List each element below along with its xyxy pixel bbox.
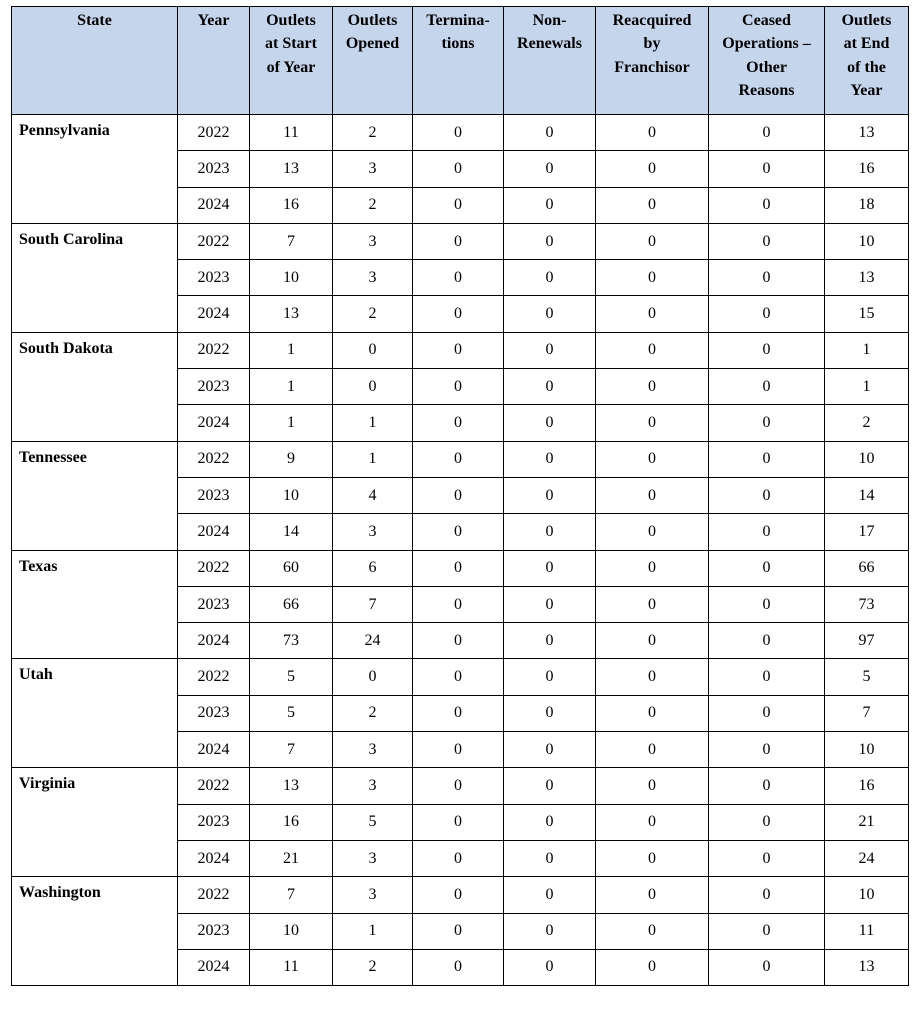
non-renewals-cell: 0 [504, 296, 596, 332]
outlets-start-cell: 16 [250, 804, 333, 840]
reacquired-cell: 0 [596, 477, 709, 513]
table-row [12, 659, 909, 695]
table-row [12, 115, 909, 151]
outlets-start-cell: 11 [250, 115, 333, 151]
outlets-opened-cell: 5 [333, 804, 413, 840]
year-cell: 2022 [178, 877, 250, 913]
header-outlets-opened: Outlets Opened [333, 7, 413, 115]
ceased-operations-cell: 0 [709, 804, 825, 840]
reacquired-cell: 0 [596, 260, 709, 296]
outlets-opened-cell: 2 [333, 695, 413, 731]
non-renewals-cell: 0 [504, 477, 596, 513]
state-name-cell: Pennsylvania [12, 115, 178, 224]
reacquired-cell: 0 [596, 151, 709, 187]
outlets-opened-cell: 3 [333, 732, 413, 768]
outlets-opened-cell: 1 [333, 405, 413, 441]
outlets-start-cell: 10 [250, 477, 333, 513]
reacquired-cell: 0 [596, 659, 709, 695]
non-renewals-cell: 0 [504, 405, 596, 441]
outlets-start-cell: 1 [250, 405, 333, 441]
non-renewals-cell: 0 [504, 441, 596, 477]
reacquired-cell: 0 [596, 768, 709, 804]
terminations-cell: 0 [413, 477, 504, 513]
terminations-cell: 0 [413, 586, 504, 622]
outlets-start-cell: 16 [250, 187, 333, 223]
reacquired-cell: 0 [596, 804, 709, 840]
reacquired-cell: 0 [596, 695, 709, 731]
year-cell: 2022 [178, 550, 250, 586]
ceased-operations-cell: 0 [709, 477, 825, 513]
table-row [12, 550, 909, 586]
non-renewals-cell: 0 [504, 877, 596, 913]
terminations-cell: 0 [413, 369, 504, 405]
terminations-cell: 0 [413, 623, 504, 659]
outlets-end-cell: 18 [825, 187, 909, 223]
outlets-end-cell: 11 [825, 913, 909, 949]
year-cell: 2024 [178, 949, 250, 985]
outlets-end-cell: 97 [825, 623, 909, 659]
year-cell: 2023 [178, 369, 250, 405]
terminations-cell: 0 [413, 913, 504, 949]
year-cell: 2023 [178, 695, 250, 731]
ceased-operations-cell: 0 [709, 369, 825, 405]
outlets-start-cell: 1 [250, 369, 333, 405]
terminations-cell: 0 [413, 441, 504, 477]
outlets-end-cell: 7 [825, 695, 909, 731]
non-renewals-cell: 0 [504, 840, 596, 876]
outlets-start-cell: 13 [250, 768, 333, 804]
header-state: State [12, 7, 178, 115]
table-row [12, 441, 909, 477]
reacquired-cell: 0 [596, 877, 709, 913]
header-terminations: Termina- tions [413, 7, 504, 115]
outlets-end-cell: 1 [825, 369, 909, 405]
table-body [12, 115, 909, 986]
reacquired-cell: 0 [596, 586, 709, 622]
table-row [12, 768, 909, 804]
non-renewals-cell: 0 [504, 659, 596, 695]
outlets-start-cell: 60 [250, 550, 333, 586]
state-name-cell: Utah [12, 659, 178, 768]
non-renewals-cell: 0 [504, 586, 596, 622]
non-renewals-cell: 0 [504, 732, 596, 768]
ceased-operations-cell: 0 [709, 768, 825, 804]
outlets-opened-cell: 7 [333, 586, 413, 622]
outlets-start-cell: 7 [250, 223, 333, 259]
outlets-opened-cell: 6 [333, 550, 413, 586]
year-cell: 2022 [178, 115, 250, 151]
year-cell: 2022 [178, 659, 250, 695]
outlets-start-cell: 7 [250, 877, 333, 913]
terminations-cell: 0 [413, 514, 504, 550]
year-cell: 2024 [178, 405, 250, 441]
non-renewals-cell: 0 [504, 260, 596, 296]
year-cell: 2024 [178, 623, 250, 659]
terminations-cell: 0 [413, 659, 504, 695]
non-renewals-cell: 0 [504, 151, 596, 187]
outlets-end-cell: 10 [825, 877, 909, 913]
outlets-start-cell: 13 [250, 296, 333, 332]
outlets-start-cell: 1 [250, 332, 333, 368]
header-outlets-start: Outlets at Start of Year [250, 7, 333, 115]
year-cell: 2023 [178, 586, 250, 622]
outlets-start-cell: 11 [250, 949, 333, 985]
state-name-cell: Texas [12, 550, 178, 659]
ceased-operations-cell: 0 [709, 732, 825, 768]
reacquired-cell: 0 [596, 223, 709, 259]
reacquired-cell: 0 [596, 332, 709, 368]
outlets-opened-cell: 3 [333, 151, 413, 187]
reacquired-cell: 0 [596, 115, 709, 151]
outlets-end-cell: 13 [825, 949, 909, 985]
reacquired-cell: 0 [596, 405, 709, 441]
outlets-end-cell: 17 [825, 514, 909, 550]
state-name-cell: South Carolina [12, 223, 178, 332]
ceased-operations-cell: 0 [709, 187, 825, 223]
non-renewals-cell: 0 [504, 550, 596, 586]
table-row [12, 223, 909, 259]
outlets-end-cell: 21 [825, 804, 909, 840]
outlets-end-cell: 16 [825, 151, 909, 187]
terminations-cell: 0 [413, 187, 504, 223]
ceased-operations-cell: 0 [709, 405, 825, 441]
non-renewals-cell: 0 [504, 369, 596, 405]
state-name-cell: South Dakota [12, 332, 178, 441]
year-cell: 2024 [178, 840, 250, 876]
terminations-cell: 0 [413, 550, 504, 586]
year-cell: 2023 [178, 477, 250, 513]
year-cell: 2023 [178, 804, 250, 840]
outlets-start-cell: 10 [250, 260, 333, 296]
year-cell: 2023 [178, 913, 250, 949]
outlets-opened-cell: 3 [333, 768, 413, 804]
non-renewals-cell: 0 [504, 804, 596, 840]
ceased-operations-cell: 0 [709, 514, 825, 550]
ceased-operations-cell: 0 [709, 115, 825, 151]
reacquired-cell: 0 [596, 840, 709, 876]
outlets-end-cell: 66 [825, 550, 909, 586]
ceased-operations-cell: 0 [709, 877, 825, 913]
state-name-cell: Tennessee [12, 441, 178, 550]
outlets-start-cell: 66 [250, 586, 333, 622]
ceased-operations-cell: 0 [709, 623, 825, 659]
outlets-opened-cell: 3 [333, 514, 413, 550]
outlets-opened-cell: 1 [333, 441, 413, 477]
year-cell: 2023 [178, 260, 250, 296]
outlets-opened-cell: 2 [333, 187, 413, 223]
state-name-cell: Washington [12, 877, 178, 986]
outlets-opened-cell: 4 [333, 477, 413, 513]
terminations-cell: 0 [413, 949, 504, 985]
ceased-operations-cell: 0 [709, 913, 825, 949]
terminations-cell: 0 [413, 296, 504, 332]
terminations-cell: 0 [413, 115, 504, 151]
year-cell: 2022 [178, 768, 250, 804]
outlets-start-cell: 5 [250, 695, 333, 731]
table-row [12, 332, 909, 368]
non-renewals-cell: 0 [504, 695, 596, 731]
ceased-operations-cell: 0 [709, 296, 825, 332]
outlets-end-cell: 10 [825, 441, 909, 477]
table-row [12, 877, 909, 913]
terminations-cell: 0 [413, 260, 504, 296]
year-cell: 2024 [178, 296, 250, 332]
reacquired-cell: 0 [596, 550, 709, 586]
outlets-opened-cell: 3 [333, 223, 413, 259]
year-cell: 2022 [178, 223, 250, 259]
ceased-operations-cell: 0 [709, 151, 825, 187]
outlets-end-cell: 10 [825, 223, 909, 259]
reacquired-cell: 0 [596, 732, 709, 768]
outlets-opened-cell: 3 [333, 840, 413, 876]
header-year: Year [178, 7, 250, 115]
outlets-opened-cell: 0 [333, 332, 413, 368]
outlets-start-cell: 73 [250, 623, 333, 659]
terminations-cell: 0 [413, 695, 504, 731]
outlets-end-cell: 15 [825, 296, 909, 332]
outlets-start-cell: 13 [250, 151, 333, 187]
ceased-operations-cell: 0 [709, 840, 825, 876]
reacquired-cell: 0 [596, 949, 709, 985]
header-row [12, 7, 909, 115]
header-ceased-operations: Ceased Operations – Other Reasons [709, 7, 825, 115]
non-renewals-cell: 0 [504, 768, 596, 804]
terminations-cell: 0 [413, 804, 504, 840]
reacquired-cell: 0 [596, 514, 709, 550]
outlets-start-cell: 5 [250, 659, 333, 695]
franchise-outlets-table [11, 6, 909, 986]
non-renewals-cell: 0 [504, 913, 596, 949]
outlets-end-cell: 16 [825, 768, 909, 804]
ceased-operations-cell: 0 [709, 949, 825, 985]
header-non-renewals: Non- Renewals [504, 7, 596, 115]
outlets-opened-cell: 0 [333, 369, 413, 405]
reacquired-cell: 0 [596, 441, 709, 477]
terminations-cell: 0 [413, 151, 504, 187]
outlets-opened-cell: 2 [333, 949, 413, 985]
non-renewals-cell: 0 [504, 623, 596, 659]
reacquired-cell: 0 [596, 913, 709, 949]
header-outlets-end: Outlets at End of the Year [825, 7, 909, 115]
outlets-end-cell: 1 [825, 332, 909, 368]
ceased-operations-cell: 0 [709, 586, 825, 622]
outlets-opened-cell: 2 [333, 115, 413, 151]
ceased-operations-cell: 0 [709, 695, 825, 731]
year-cell: 2024 [178, 514, 250, 550]
reacquired-cell: 0 [596, 369, 709, 405]
outlets-opened-cell: 3 [333, 260, 413, 296]
terminations-cell: 0 [413, 405, 504, 441]
ceased-operations-cell: 0 [709, 659, 825, 695]
terminations-cell: 0 [413, 768, 504, 804]
reacquired-cell: 0 [596, 296, 709, 332]
outlets-end-cell: 2 [825, 405, 909, 441]
outlets-opened-cell: 3 [333, 877, 413, 913]
non-renewals-cell: 0 [504, 949, 596, 985]
ceased-operations-cell: 0 [709, 550, 825, 586]
ceased-operations-cell: 0 [709, 332, 825, 368]
outlets-end-cell: 24 [825, 840, 909, 876]
table-header [12, 7, 909, 115]
outlets-end-cell: 13 [825, 115, 909, 151]
outlets-start-cell: 21 [250, 840, 333, 876]
non-renewals-cell: 0 [504, 223, 596, 259]
ceased-operations-cell: 0 [709, 223, 825, 259]
outlets-start-cell: 14 [250, 514, 333, 550]
terminations-cell: 0 [413, 332, 504, 368]
outlets-opened-cell: 0 [333, 659, 413, 695]
non-renewals-cell: 0 [504, 187, 596, 223]
outlets-end-cell: 73 [825, 586, 909, 622]
outlets-opened-cell: 1 [333, 913, 413, 949]
outlets-opened-cell: 2 [333, 296, 413, 332]
terminations-cell: 0 [413, 223, 504, 259]
outlets-end-cell: 13 [825, 260, 909, 296]
ceased-operations-cell: 0 [709, 441, 825, 477]
outlets-end-cell: 14 [825, 477, 909, 513]
terminations-cell: 0 [413, 840, 504, 876]
outlets-start-cell: 7 [250, 732, 333, 768]
outlets-start-cell: 9 [250, 441, 333, 477]
reacquired-cell: 0 [596, 187, 709, 223]
state-name-cell: Virginia [12, 768, 178, 877]
non-renewals-cell: 0 [504, 332, 596, 368]
terminations-cell: 0 [413, 732, 504, 768]
year-cell: 2023 [178, 151, 250, 187]
year-cell: 2022 [178, 332, 250, 368]
year-cell: 2024 [178, 732, 250, 768]
non-renewals-cell: 0 [504, 115, 596, 151]
header-reacquired: Reacquired by Franchisor [596, 7, 709, 115]
terminations-cell: 0 [413, 877, 504, 913]
ceased-operations-cell: 0 [709, 260, 825, 296]
outlets-start-cell: 10 [250, 913, 333, 949]
outlets-opened-cell: 24 [333, 623, 413, 659]
outlets-end-cell: 10 [825, 732, 909, 768]
non-renewals-cell: 0 [504, 514, 596, 550]
year-cell: 2024 [178, 187, 250, 223]
year-cell: 2022 [178, 441, 250, 477]
reacquired-cell: 0 [596, 623, 709, 659]
outlets-end-cell: 5 [825, 659, 909, 695]
